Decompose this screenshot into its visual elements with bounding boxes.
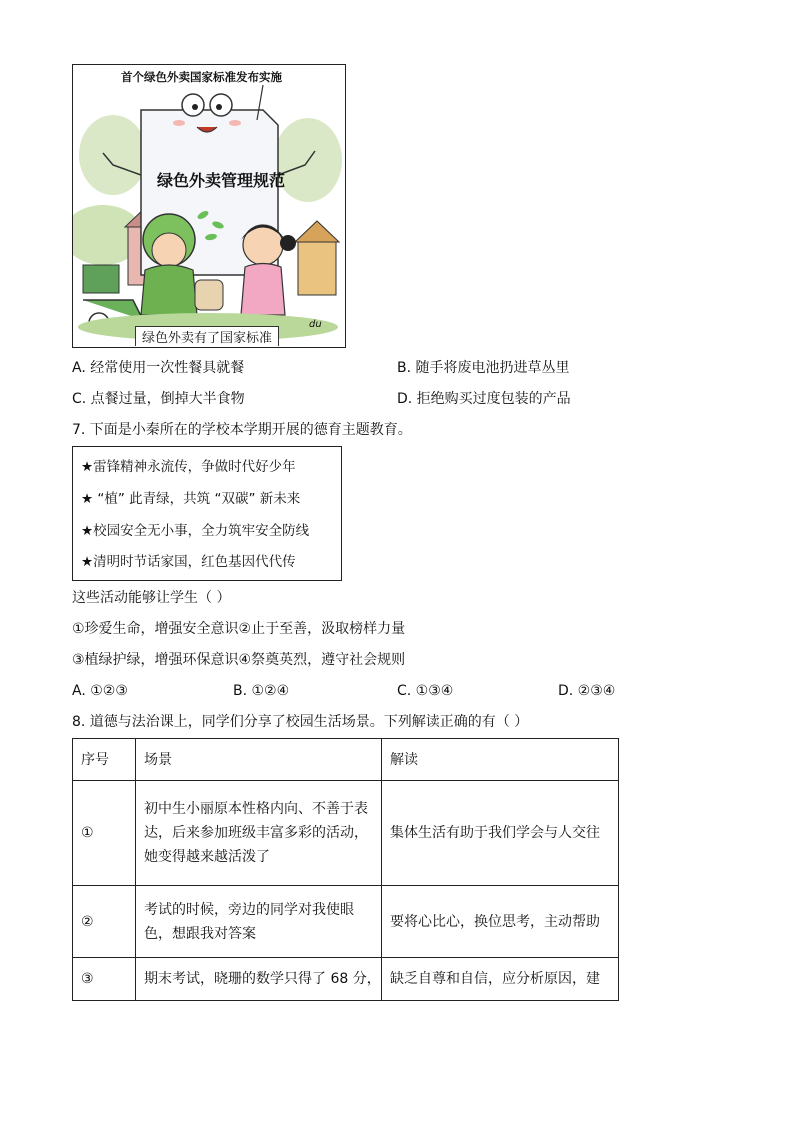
q7-stem: 7. 下面是小秦所在的学校本学期开展的德育主题教育。 bbox=[72, 422, 412, 438]
row-scene: 考试的时候，旁边的同学对我使眼色，想跟我对答案 bbox=[136, 886, 382, 958]
row-number: ③ bbox=[73, 958, 136, 1001]
q7-statement: ①珍爱生命，增强安全意识②止于至善，汲取榜样力量 bbox=[72, 621, 406, 637]
row-number: ① bbox=[73, 781, 136, 886]
cartoon-drawing bbox=[73, 65, 345, 347]
header-cell-reading: 解读 bbox=[382, 739, 619, 781]
row-reading: 要将心比心，换位思考，主动帮助 bbox=[382, 886, 619, 958]
header-cell-number: 序号 bbox=[73, 739, 136, 781]
q7-statement: ③植绿护绿，增强环保意识④祭奠英烈，遵守社会规则 bbox=[72, 652, 406, 668]
row-number: ② bbox=[73, 886, 136, 958]
row-reading: 集体生活有助于我们学会与人交往 bbox=[382, 781, 619, 886]
table-header-row bbox=[73, 739, 619, 781]
q6-option-b: B. 随手将废电池扔进草丛里 bbox=[397, 360, 570, 376]
row-scene: 初中生小丽原本性格内向、不善于表达，后来参加班级丰富多彩的活动，她变得越来越活泼了 bbox=[136, 781, 382, 886]
q6-option-c: C. 点餐过量，倒掉大半食物 bbox=[72, 391, 245, 407]
q7-option-d: D. ②③④ bbox=[558, 683, 616, 699]
q7-activity-box bbox=[72, 446, 342, 581]
q7-option-c: C. ①③④ bbox=[397, 683, 454, 699]
q8-scene-table bbox=[72, 738, 619, 1001]
header-cell-scene: 场景 bbox=[136, 739, 382, 781]
q7-question: 这些活动能够让学生（ ） bbox=[72, 590, 231, 606]
cartoon-illustration bbox=[72, 64, 346, 348]
row-reading: 缺乏自尊和自信，应分析原因，建 bbox=[382, 958, 619, 1001]
q7-option-a: A. ①②③ bbox=[72, 683, 128, 699]
q7-box-item: ★校园安全无小事，全力筑牢安全防线 bbox=[81, 523, 310, 539]
row-scene: 期末考试，晓珊的数学只得了 68 分， bbox=[136, 958, 382, 1001]
q7-box-item: ★雷锋精神永流传，争做时代好少年 bbox=[81, 459, 296, 475]
cartoon-bottom-caption: 绿色外卖有了国家标准 bbox=[135, 326, 279, 346]
q8-stem: 8. 道德与法治课上，同学们分享了校园生活场景。下列解读正确的有（ ） bbox=[72, 714, 529, 730]
q7-box-item: ★ “植” 此青绿，共筑 “双碳” 新未来 bbox=[81, 491, 301, 507]
q7-option-b: B. ①②④ bbox=[233, 683, 290, 699]
cartoon-sign-text: 绿色外卖管理规范 bbox=[157, 171, 286, 190]
q6-option-d: D. 拒绝购买过度包装的产品 bbox=[397, 391, 571, 407]
cartoon-signature: du bbox=[309, 319, 322, 330]
q7-box-item: ★清明时节话家国，红色基因代代传 bbox=[81, 554, 296, 570]
table-row bbox=[73, 781, 619, 886]
q6-option-a: A. 经常使用一次性餐具就餐 bbox=[72, 360, 245, 376]
table-row bbox=[73, 886, 619, 958]
table-row bbox=[73, 958, 619, 1001]
cartoon-top-caption: 首个绿色外卖国家标准发布实施 bbox=[121, 70, 282, 84]
